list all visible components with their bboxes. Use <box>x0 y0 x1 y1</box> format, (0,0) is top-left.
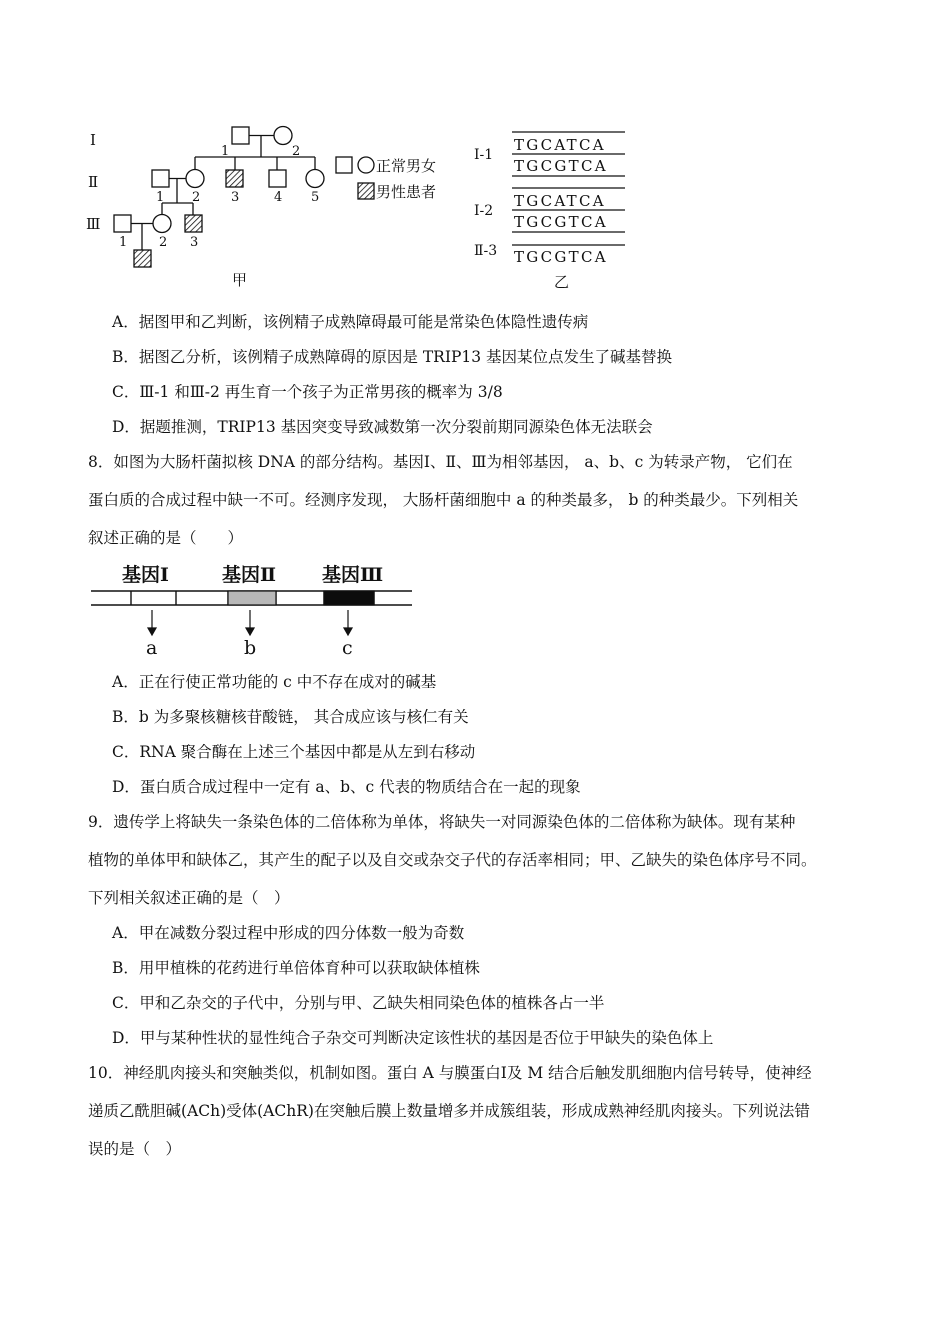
num-III-2: 2 <box>159 235 168 250</box>
arrow-b-icon <box>246 628 254 635</box>
q9-option-d: D．甲与某种性状的显性纯合子杂交可判断决定该性状的基因是否位于甲缺失的染色体上 <box>112 1029 714 1047</box>
pedigree-I-2-female <box>274 127 292 145</box>
seq-II-3-strand-1: TGCGTCA <box>514 248 608 266</box>
fig-jia-caption: 甲 <box>232 271 248 289</box>
product-label-b: b <box>244 637 257 659</box>
num-II-5: 5 <box>311 190 320 205</box>
q9-stem-line-2: 植物的单体甲和缺体乙，其产生的配子以及自交或杂交子代的存活率相同；甲、乙缺失的染色体序号不同。 <box>88 851 817 869</box>
legend-patient-icon <box>358 183 374 199</box>
gene-II-segment <box>228 591 276 605</box>
pedigree-II-3-patient <box>226 170 243 187</box>
q9-option-a: A．甲在减数分裂过程中形成的四分体数一般为奇数 <box>112 924 465 942</box>
gene-III-segment <box>324 591 374 605</box>
sequence-figure <box>470 125 640 295</box>
gene-figure <box>88 558 418 663</box>
legend-normal-female-icon <box>358 157 374 173</box>
num-I-2: 2 <box>292 144 301 159</box>
num-II-4: 4 <box>274 190 283 205</box>
seq-I-1-strand-2: TGCGTCA <box>514 157 608 175</box>
q8-option-a: A．正在行使正常功能的 c 中不存在成对的碱基 <box>112 673 437 691</box>
seq-label-I-1: Ⅰ-1 <box>474 147 494 163</box>
q8-option-c: C．RNA 聚合酶在上述三个基因中都是从左到右移动 <box>112 743 476 761</box>
num-II-2: 2 <box>192 190 201 205</box>
pedigree-IV-1-patient <box>134 250 151 267</box>
q7-option-d: D．据题推测，TRIP13 基因突变导致减数第一次分裂前期同源染色体无法联会 <box>112 418 653 436</box>
q8-stem-line-1: 8．如图为大肠杆菌拟核 DNA 的部分结构。基因Ⅰ、Ⅱ、Ⅲ为相邻基因， a、b、c 为转录产物， 它们在 <box>88 453 793 471</box>
pedigree-figure <box>80 115 460 295</box>
gen-label-III: Ⅲ <box>86 215 101 233</box>
seq-label-II-3: Ⅱ-3 <box>474 243 498 259</box>
q7-option-a: A．据图甲和乙判断，该例精子成熟障碍最可能是常染色体隐性遗传病 <box>112 313 589 331</box>
gene-label-3: 基因Ⅲ <box>322 564 384 586</box>
legend-patient-label: 男性患者 <box>376 183 437 201</box>
num-III-1: 1 <box>119 235 128 250</box>
q10-stem-line-1: 10．神经肌肉接头和突触类似，机制如图。蛋白 A 与膜蛋白Ⅰ及 M 结合后触发肌细胞内信号转导，使神经 <box>88 1064 812 1082</box>
seq-I-2-strand-2: TGCGTCA <box>514 213 608 231</box>
q8-stem-line-2: 蛋白质的合成过程中缺一不可。经测序发现， 大肠杆菌细胞中 a 的种类最多， b 的种类最少。下列相关 <box>88 491 799 509</box>
seq-I-1-strand-1: TGCATCA <box>514 136 606 154</box>
q9-option-c: C．甲和乙杂交的子代中，分别与甲、乙缺失相同染色体的植株各占一半 <box>112 994 605 1012</box>
pedigree-III-1-male <box>114 215 131 232</box>
q9-stem-line-1: 9．遗传学上将缺失一条染色体的二倍体称为单体，将缺失一对同源染色体的二倍体称为缺体。现有某种 <box>88 813 796 831</box>
q9-option-b: B．用甲植株的花药进行单倍体育种可以获取缺体植株 <box>112 959 480 977</box>
arrow-a-icon <box>148 628 156 635</box>
pedigree-I-1-male <box>232 127 249 144</box>
seq-I-2-strand-1: TGCATCA <box>514 192 606 210</box>
q10-stem-line-3: 误的是（ ） <box>88 1140 182 1158</box>
pedigree-II-2-female <box>186 170 204 188</box>
q9-stem-line-3: 下列相关叙述正确的是（ ） <box>88 889 290 907</box>
gene-label-1: 基因Ⅰ <box>122 564 169 586</box>
q10-stem-line-2: 递质乙酰胆碱(ACh)受体(AChR)在突触后膜上数量增多并成簇组装，形成成熟神经肌肉接头。下列说法错 <box>88 1102 810 1120</box>
product-label-c: c <box>342 637 353 659</box>
q8-option-d: D．蛋白质合成过程中一定有 a、b、c 代表的物质结合在一起的现象 <box>112 778 581 796</box>
arrow-c-icon <box>344 628 352 635</box>
pedigree-II-4-male <box>269 170 286 187</box>
legend-normal-label: 正常男女 <box>376 157 437 175</box>
q8-stem-line-3: 叙述正确的是（ ） <box>88 529 244 547</box>
gen-label-II: Ⅱ <box>88 173 99 191</box>
num-II-3: 3 <box>231 190 240 205</box>
seq-label-I-2: Ⅰ-2 <box>474 203 494 219</box>
product-label-a: a <box>146 637 158 659</box>
num-III-3: 3 <box>190 235 199 250</box>
num-I-1: 1 <box>221 144 230 159</box>
pedigree-III-2-female <box>153 215 171 233</box>
fig-yi-caption: 乙 <box>554 273 570 291</box>
num-II-1: 1 <box>156 190 165 205</box>
pedigree-III-3-patient <box>185 215 202 232</box>
legend-normal-male-icon <box>336 157 352 173</box>
gene-label-2: 基因Ⅱ <box>222 564 277 586</box>
q7-option-b: B．据图乙分析，该例精子成熟障碍的原因是 TRIP13 基因某位点发生了碱基替换 <box>112 348 673 366</box>
gen-label-I: Ⅰ <box>90 131 96 149</box>
pedigree-II-5-female <box>306 170 324 188</box>
q7-option-c: C．Ⅲ-1 和Ⅲ-2 再生育一个孩子为正常男孩的概率为 3/8 <box>112 383 503 401</box>
q8-option-b: B．b 为多聚核糖核苷酸链， 其合成应该与核仁有关 <box>112 708 469 726</box>
pedigree-II-1-male <box>152 170 169 187</box>
